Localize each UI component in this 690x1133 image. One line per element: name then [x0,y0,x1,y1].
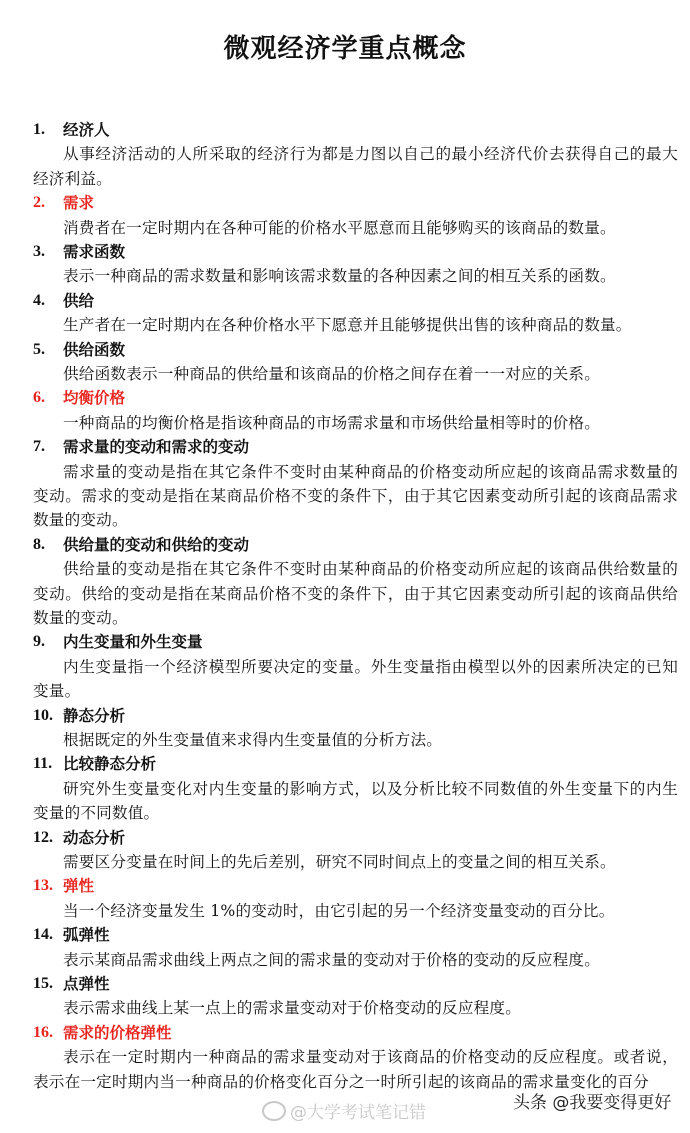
concept-term: 动态分析 [63,828,126,847]
concept-item [33,704,678,753]
concept-definition: 供给量的变动是指在其它条件不变时由某种商品的价格变动所应起的该商品供给数量的变动。供给的变动是指在某商品价格不变的条件下，由于其它因素变动所引起的该商品供给数量的变动。 [33,560,678,627]
concept-item [33,118,678,191]
concept-number: 13. [33,877,53,895]
concept-heading [33,338,678,362]
concept-item [33,289,678,338]
concept-item [33,435,678,533]
concept-number: 10. [33,706,53,724]
concept-definition: 研究外生变量变化对内生变量的影响方式，以及分析比较不同数值的外生变量下的内生变量的不同数值。 [33,779,678,823]
concept-term: 供给量的变动和供给的变动 [63,535,250,554]
concept-item [33,630,678,703]
concept-heading [33,240,678,264]
concept-definition: 当一个经济变量发生 1%的变动时，由它引起的另一个经济变量变动的百分比。 [63,901,615,920]
concept-item [33,874,678,923]
concept-number: 12. [33,828,53,846]
concept-number: 3. [33,243,45,260]
concept-term: 比较静态分析 [63,755,157,774]
concept-number: 9. [33,633,45,651]
concept-heading [33,752,678,776]
weibo-watermark-text: @大学考试笔记错 [290,1103,426,1123]
concept-definition: 需要区分变量在时间上的先后差别，研究不同时间点上的变量之间的相互关系。 [63,853,616,871]
concept-heading [33,386,678,410]
concept-term: 供给 [63,291,95,310]
concept-definition: 表示一种商品的需求数量和影响该需求数量的各种因素之间的相互关系的函数。 [63,267,616,286]
concept-item [33,923,678,972]
concept-item [33,533,678,631]
concept-number: 4. [33,291,45,309]
concept-heading [33,191,678,215]
concept-number: 7. [33,438,45,456]
concept-item [33,338,678,387]
concept-term: 内生变量和外生变量 [63,633,203,652]
concept-item [33,191,678,240]
concept-term: 均衡价格 [63,389,126,408]
concept-heading [33,118,678,142]
concept-heading [33,630,678,654]
concept-definition: 表示某商品需求曲线上两点之间的需求量的变动对于价格的变动的反应程度。 [63,950,600,969]
concept-term: 经济人 [63,121,110,139]
page-title: 微观经济学重点概念 [223,34,467,64]
concept-definition: 需求量的变动是指在其它条件不变时由某种商品的价格变动所应起的该商品需求数量的变动。需求的变动是指在某商品价格不变的条件下，由于其它因素变动所引起的该商品需求数量的变动。 [33,462,678,530]
concept-number: 16. [33,1023,53,1041]
concept-term: 需求量的变动和需求的变动 [63,438,250,457]
concept-term: 需求的价格弹性 [63,1023,172,1042]
concept-number: 15. [33,975,53,992]
concept-number: 5. [33,340,45,358]
concept-term: 供给函数 [63,340,126,359]
concept-definition: 表示需求曲线上某一点上的需求量变动对于价格变动的反应程度。 [63,999,522,1018]
toutiao-watermark: 头条 @我要变得更好 [513,1093,672,1113]
concept-term: 需求函数 [63,243,126,261]
concept-definition: 内生变量指一个经济模型所要决定的变量。外生变量指由模型以外的因素所决定的已知变量。 [33,657,678,701]
concept-number: 14. [33,926,53,944]
concept-definition: 消费者在一定时期内在各种可能的价格水平愿意而且能够购买的该商品的数量。 [63,218,616,237]
concept-definition: 供给函数表示一种商品的供给量和该商品的价格之间存在着一一对应的关系。 [63,364,600,383]
concept-number: 11. [33,755,53,773]
concept-term: 需求 [63,194,95,213]
concept-item [33,972,678,1021]
concept-term: 弹性 [63,877,95,896]
concept-heading [33,923,678,947]
concept-definition: 一种商品的均衡价格是指该种商品的市场需求量和市场供给量相等时的价格。 [63,413,600,432]
concept-item [33,1021,678,1094]
concept-number: 2. [33,194,45,212]
concept-number: 8. [33,535,45,553]
concept-item [33,386,678,435]
concept-number: 1. [33,121,45,138]
concept-item [33,752,678,825]
concept-definition: 从事经济活动的人所采取的经济行为都是力图以自己的最小经济代价去获得自己的最大经济利益。 [33,145,678,188]
concept-heading [33,533,678,557]
concept-term: 弧弹性 [63,926,110,945]
concept-heading [33,1021,678,1045]
concept-number: 6. [33,389,45,407]
concept-heading [33,874,678,898]
concept-heading [33,289,678,313]
concept-heading [33,704,678,728]
concept-definition: 根据既定的外生变量值来求得内生变量值的分析方法。 [63,731,443,749]
concept-item [33,826,678,875]
concept-heading [33,435,678,459]
weibo-watermark [262,1098,426,1123]
concept-item [33,240,678,289]
concept-heading [33,972,678,996]
concept-term: 静态分析 [63,706,126,725]
concept-heading [33,826,678,850]
concept-definition: 表示在一定时期内一种商品的需求量变动对于该商品的价格变动的反应程度。或者说，表示在一定时期内当一种商品的价格变化百分之一时所引起的该商品的需求量变化的百分 [33,1048,678,1091]
concept-term: 点弹性 [63,975,110,993]
concept-list [33,118,678,1094]
weibo-icon [262,1101,286,1121]
concept-definition: 生产者在一定时期内在各种价格水平下愿意并且能够提供出售的该种商品的数量。 [63,316,632,335]
